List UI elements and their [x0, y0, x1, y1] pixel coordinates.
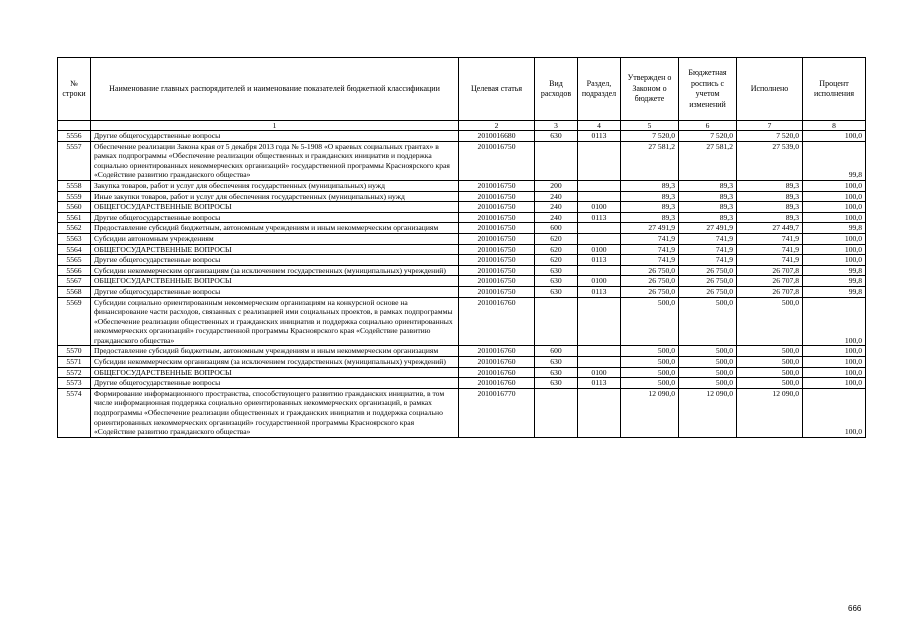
table-cell: 600 [535, 223, 578, 234]
table-cell: 0113 [578, 286, 621, 297]
table-cell: 5567 [58, 276, 91, 287]
table-cell: 240 [535, 191, 578, 202]
table-cell: 89,3 [737, 212, 803, 223]
table-cell: 0100 [578, 244, 621, 255]
table-cell: 99,8 [803, 276, 866, 287]
table-cell [578, 265, 621, 276]
table-cell: 26 707,8 [737, 276, 803, 287]
table-cell: 500,0 [737, 357, 803, 368]
table-cell: 741,9 [621, 244, 679, 255]
table-cell: 27 581,2 [621, 141, 679, 180]
table-row [58, 255, 866, 266]
table-cell [535, 141, 578, 180]
table-cell: 27 449,7 [737, 223, 803, 234]
column-number: 8 [803, 121, 866, 131]
table-cell: Другие общегосударственные вопросы [91, 212, 459, 223]
table-cell: 2010016750 [459, 202, 535, 213]
table-cell: 741,9 [737, 233, 803, 244]
table-cell: 0100 [578, 367, 621, 378]
table-cell [535, 297, 578, 346]
header-cell: Наименование главных распорядителей и наименование показателей бюджетной классификации [91, 58, 459, 121]
table-cell: 99,8 [803, 265, 866, 276]
table-cell: 2010016750 [459, 244, 535, 255]
table-row [58, 286, 866, 297]
table-cell: 100,0 [803, 357, 866, 368]
table-cell: 2010016680 [459, 131, 535, 142]
table-cell: ОБЩЕГОСУДАРСТВЕННЫЕ ВОПРОСЫ [91, 244, 459, 255]
table-cell: 0100 [578, 202, 621, 213]
table-cell: 100,0 [803, 212, 866, 223]
table-cell: 89,3 [737, 180, 803, 191]
table-cell: 500,0 [621, 367, 679, 378]
table-cell: 500,0 [621, 297, 679, 346]
table-cell: 5561 [58, 212, 91, 223]
table-cell: 100,0 [803, 202, 866, 213]
header-cell: Раздел, подраздел [578, 58, 621, 121]
header-cell: Бюджетная роспись с учетом изменений [679, 58, 737, 121]
table-cell: 2010016760 [459, 297, 535, 346]
table-cell [578, 388, 621, 437]
table-cell: 7 520,0 [737, 131, 803, 142]
column-number: 1 [91, 121, 459, 131]
table-cell: 5557 [58, 141, 91, 180]
table-cell: 2010016750 [459, 212, 535, 223]
table-cell: 100,0 [803, 180, 866, 191]
table-cell: 741,9 [621, 233, 679, 244]
header-cell: Вид расходов [535, 58, 578, 121]
table-cell: 100,0 [803, 297, 866, 346]
table-cell: 200 [535, 180, 578, 191]
table-cell: 5560 [58, 202, 91, 213]
table-cell: 26 750,0 [679, 286, 737, 297]
table-cell: 741,9 [679, 244, 737, 255]
table-cell: 27 491,9 [679, 223, 737, 234]
table-cell: ОБЩЕГОСУДАРСТВЕННЫЕ ВОПРОСЫ [91, 367, 459, 378]
table-cell: 500,0 [679, 346, 737, 357]
table-cell [578, 297, 621, 346]
table-cell: 5573 [58, 378, 91, 389]
table-row [58, 367, 866, 378]
table-cell: 630 [535, 265, 578, 276]
table-cell: 26 707,8 [737, 265, 803, 276]
table-cell: 100,0 [803, 388, 866, 437]
table-row [58, 378, 866, 389]
table-cell: 5556 [58, 131, 91, 142]
table-cell: 0113 [578, 378, 621, 389]
table-cell: 89,3 [679, 212, 737, 223]
table-cell: 5563 [58, 233, 91, 244]
table-cell: 2010016770 [459, 388, 535, 437]
table-row [58, 212, 866, 223]
table-cell: 89,3 [621, 180, 679, 191]
table-row [58, 244, 866, 255]
table-cell: 89,3 [679, 191, 737, 202]
table-cell: 5574 [58, 388, 91, 437]
column-number: 5 [621, 121, 679, 131]
table-cell: Субсидии некоммерческим организациям (за исключением государственных (муниципальных) учреждений) [91, 265, 459, 276]
table-cell: 89,3 [621, 212, 679, 223]
header-cell: Процент исполнения [803, 58, 866, 121]
table-cell: 26 750,0 [621, 286, 679, 297]
table-row [58, 297, 866, 346]
table-cell: 2010016760 [459, 367, 535, 378]
table-cell [578, 191, 621, 202]
table-cell: ОБЩЕГОСУДАРСТВЕННЫЕ ВОПРОСЫ [91, 202, 459, 213]
table-cell: 100,0 [803, 378, 866, 389]
table-cell: 5568 [58, 286, 91, 297]
table-cell: 100,0 [803, 367, 866, 378]
header-cell: Целевая статья [459, 58, 535, 121]
table-cell: 630 [535, 276, 578, 287]
table-cell: 5559 [58, 191, 91, 202]
table-cell: 100,0 [803, 244, 866, 255]
table-cell: 5570 [58, 346, 91, 357]
table-cell [578, 357, 621, 368]
table-cell: 89,3 [621, 202, 679, 213]
table-cell: 2010016760 [459, 378, 535, 389]
table-cell: 99,8 [803, 286, 866, 297]
table-cell: 2010016750 [459, 286, 535, 297]
table-cell: 630 [535, 378, 578, 389]
table-cell: 5572 [58, 367, 91, 378]
table-cell: 2010016760 [459, 346, 535, 357]
table-cell: 26 750,0 [679, 276, 737, 287]
table-row [58, 202, 866, 213]
table-cell: 500,0 [737, 346, 803, 357]
column-number [58, 121, 91, 131]
table-cell: 630 [535, 286, 578, 297]
header-row [58, 58, 866, 121]
budget-table [57, 57, 866, 438]
table-cell: 630 [535, 357, 578, 368]
table-cell: Предоставление субсидий бюджетным, автономным учреждениям и иным некоммерческим организациям [91, 223, 459, 234]
table-cell: 500,0 [621, 357, 679, 368]
table-cell: 240 [535, 212, 578, 223]
table-row [58, 388, 866, 437]
column-number: 4 [578, 121, 621, 131]
table-cell: Предоставление субсидий бюджетным, автономным учреждениям и иным некоммерческим организациям [91, 346, 459, 357]
table-cell: 5558 [58, 180, 91, 191]
table-row [58, 191, 866, 202]
table-cell: 2010016750 [459, 180, 535, 191]
table-cell: 741,9 [737, 244, 803, 255]
table-cell: 0113 [578, 131, 621, 142]
table-cell: 500,0 [737, 378, 803, 389]
table-cell: 500,0 [621, 378, 679, 389]
table-cell: 89,3 [737, 202, 803, 213]
table-cell: 500,0 [737, 367, 803, 378]
table-cell: 26 750,0 [621, 276, 679, 287]
table-cell [578, 346, 621, 357]
table-cell: 99,8 [803, 223, 866, 234]
table-cell: Закупка товаров, работ и услуг для обеспечения государственных (муниципальных) нужд [91, 180, 459, 191]
table-cell [578, 223, 621, 234]
table-body [58, 131, 866, 438]
table-cell: 600 [535, 346, 578, 357]
table-cell: 5571 [58, 357, 91, 368]
table-cell: Другие общегосударственные вопросы [91, 286, 459, 297]
table-row [58, 357, 866, 368]
table-cell: 741,9 [737, 255, 803, 266]
table-cell: Другие общегосударственные вопросы [91, 378, 459, 389]
table-cell: 100,0 [803, 131, 866, 142]
table-cell: 2010016750 [459, 223, 535, 234]
table-cell: 12 090,0 [621, 388, 679, 437]
table-cell: 0113 [578, 212, 621, 223]
table-cell: 500,0 [621, 346, 679, 357]
table-cell: 2010016750 [459, 265, 535, 276]
table-cell: 500,0 [679, 378, 737, 389]
table-cell: 2010016750 [459, 233, 535, 244]
table-cell: 741,9 [679, 233, 737, 244]
table-cell: 12 090,0 [737, 388, 803, 437]
table-cell: 500,0 [737, 297, 803, 346]
table-row [58, 233, 866, 244]
table-cell: Субсидии автономным учреждениям [91, 233, 459, 244]
page-number: 666 [848, 604, 862, 613]
table-cell: 620 [535, 255, 578, 266]
table-cell: Обеспечение реализации Закона края от 5 декабря 2013 года № 5-1908 «О краевых социальных грантах» в рамках подпрограммы «Обеспечение реализации общественных и гражданских инициатив и поддержка социально ориентированных некоммерческих организаций» государственной программы Красноярского края «Содействие развитию гражданского общества» [91, 141, 459, 180]
table-cell: 2010016750 [459, 191, 535, 202]
table-cell: 630 [535, 131, 578, 142]
table-cell: 5565 [58, 255, 91, 266]
table-cell: 26 750,0 [679, 265, 737, 276]
table-cell: 12 090,0 [679, 388, 737, 437]
table-cell: 500,0 [679, 297, 737, 346]
table-cell: 100,0 [803, 346, 866, 357]
table-cell [535, 388, 578, 437]
table-cell: 100,0 [803, 255, 866, 266]
column-number: 7 [737, 121, 803, 131]
table-cell: 99,8 [803, 141, 866, 180]
table-row [58, 346, 866, 357]
table-cell: Субсидии некоммерческим организациям (за исключением государственных (муниципальных) учреждений) [91, 357, 459, 368]
table-cell: 240 [535, 202, 578, 213]
table-cell: 630 [535, 367, 578, 378]
table-cell: 100,0 [803, 233, 866, 244]
table-row [58, 265, 866, 276]
table-cell: 500,0 [679, 367, 737, 378]
table-cell: 741,9 [679, 255, 737, 266]
table-row [58, 276, 866, 287]
table-cell: 500,0 [679, 357, 737, 368]
table-cell: 2010016750 [459, 255, 535, 266]
header-cell: Исполнено [737, 58, 803, 121]
column-number: 3 [535, 121, 578, 131]
table-cell: 5564 [58, 244, 91, 255]
table-cell [578, 180, 621, 191]
table-cell: 26 707,8 [737, 286, 803, 297]
table-row [58, 223, 866, 234]
table-cell: 27 581,2 [679, 141, 737, 180]
table-row [58, 131, 866, 142]
table-cell: 7 520,0 [621, 131, 679, 142]
table-cell: Другие общегосударственные вопросы [91, 255, 459, 266]
table-cell: 0113 [578, 255, 621, 266]
table-cell: 2010016760 [459, 357, 535, 368]
table-cell: 26 750,0 [621, 265, 679, 276]
table-cell: 89,3 [737, 191, 803, 202]
column-number: 6 [679, 121, 737, 131]
column-number: 2 [459, 121, 535, 131]
table-cell: 2010016750 [459, 276, 535, 287]
table-cell: 5562 [58, 223, 91, 234]
header-cell: № строки [58, 58, 91, 121]
table-cell: Иные закупки товаров, работ и услуг для обеспечения государственных (муниципальных) нужд [91, 191, 459, 202]
column-number-row [58, 121, 866, 131]
table-cell: 741,9 [621, 255, 679, 266]
table-cell: 89,3 [679, 180, 737, 191]
table-cell: 7 520,0 [679, 131, 737, 142]
header-cell: Утвержден о Законом о бюджете [621, 58, 679, 121]
table-cell: Субсидии социально ориентированным некоммерческим организациям на конкурсной основе на финансирование части расходов, связанных с реализацией ими социальных проектов, в рамках подпрограммы «Обеспечение реализации общественных и гражданских инициатив и поддержка социально ориентированных некоммерческих организаций» государственной программы Красноярского края «Содействие развитию гражданского общества» [91, 297, 459, 346]
table-cell: Другие общегосударственные вопросы [91, 131, 459, 142]
table-cell: 620 [535, 244, 578, 255]
table-cell: 89,3 [621, 191, 679, 202]
table-cell: 620 [535, 233, 578, 244]
table-cell: 27 491,9 [621, 223, 679, 234]
table-cell: 2010016750 [459, 141, 535, 180]
table-row [58, 180, 866, 191]
table-cell: 5566 [58, 265, 91, 276]
table-cell [578, 233, 621, 244]
table-cell: ОБЩЕГОСУДАРСТВЕННЫЕ ВОПРОСЫ [91, 276, 459, 287]
table-cell: 5569 [58, 297, 91, 346]
table-cell: 27 539,0 [737, 141, 803, 180]
table-row [58, 141, 866, 180]
table-cell: 0100 [578, 276, 621, 287]
table-cell [578, 141, 621, 180]
table-cell: 100,0 [803, 191, 866, 202]
table-cell: Формирование информационного пространства, способствующего развитию гражданских инициатив, в том числе информационная поддержка социально ориентированных некоммерческих организаций, в рамках подпрограммы «Обеспечение реализации общественных и гражданских инициатив и поддержка социально ориентированных некоммерческих организаций» государственной программы Красноярского края «Содействие развитию гражданского общества» [91, 388, 459, 437]
table-cell: 89,3 [679, 202, 737, 213]
